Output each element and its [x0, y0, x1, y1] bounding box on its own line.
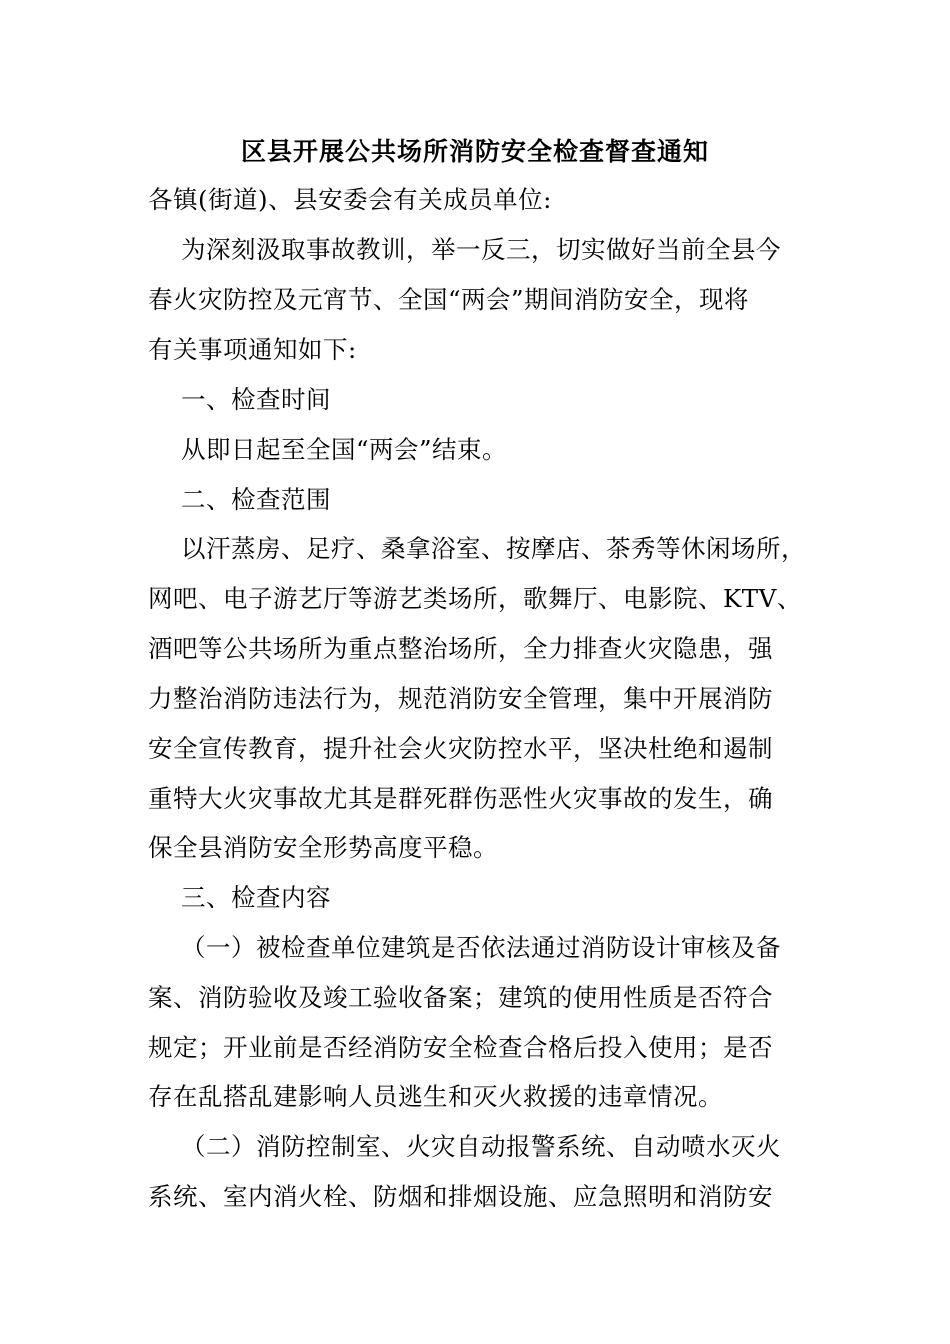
- text-line-16: （一）被检查单位建筑是否依法通过消防设计审核及备: [181, 933, 781, 962]
- text-line-3: 春火灾防控及元宵节、全国“两会”期间消防安全，现将: [148, 285, 750, 314]
- text-line-17: 案、消防验收及竣工验收备案；建筑的使用性质是否符合: [148, 983, 773, 1012]
- text-line-12: 安全宣传教育，提升社会火灾防控水平，坚决杜绝和遏制: [148, 734, 773, 763]
- text-line-21: 系统、室内消火栓、防烟和排烟设施、应急照明和消防安: [148, 1182, 773, 1211]
- text-line-1: 各镇(街道)、县安委会有关成员单位:: [148, 185, 552, 214]
- section-heading-content: 三、检查内容: [181, 883, 331, 912]
- document-title: 区县开展公共场所消防安全检查督查通知: [240, 137, 709, 166]
- text-line-13: 重特大火灾事故尤其是群死群伤恶性火灾事故的发生，确: [148, 784, 773, 813]
- text-line-11: 力整治消防违法行为，规范消防安全管理，集中开展消防: [148, 684, 773, 713]
- text-line-4: 有关事项通知如下:: [148, 335, 357, 364]
- text-line-10: 酒吧等公共场所为重点整治场所，全力排查火灾隐患，强: [148, 634, 773, 663]
- text-line-6: 从即日起至全国“两会”结束。: [181, 435, 508, 464]
- text-line-19: 存在乱搭乱建影响人员逃生和灭火救援的违章情况。: [148, 1082, 723, 1111]
- text-line-9: 网吧、电子游艺厅等游艺类场所，歌舞厅、电影院、KTV、: [148, 584, 802, 613]
- text-line-18: 规定；开业前是否经消防安全检查合格后投入使用；是否: [148, 1033, 773, 1062]
- section-heading-scope: 二、检查范围: [181, 485, 331, 514]
- text-line-2: 为深刻汲取事故教训，举一反三，切实做好当前全县今: [181, 235, 781, 264]
- section-heading-time: 一、检查时间: [181, 385, 331, 414]
- text-line-8: 以汗蒸房、足疗、桑拿浴室、按摩店、茶秀等休闲场所，: [181, 534, 806, 563]
- text-line-20: （二）消防控制室、火灾自动报警系统、自动喷水灭火: [181, 1132, 781, 1161]
- text-line-14: 保全县消防安全形势高度平稳。: [148, 833, 498, 862]
